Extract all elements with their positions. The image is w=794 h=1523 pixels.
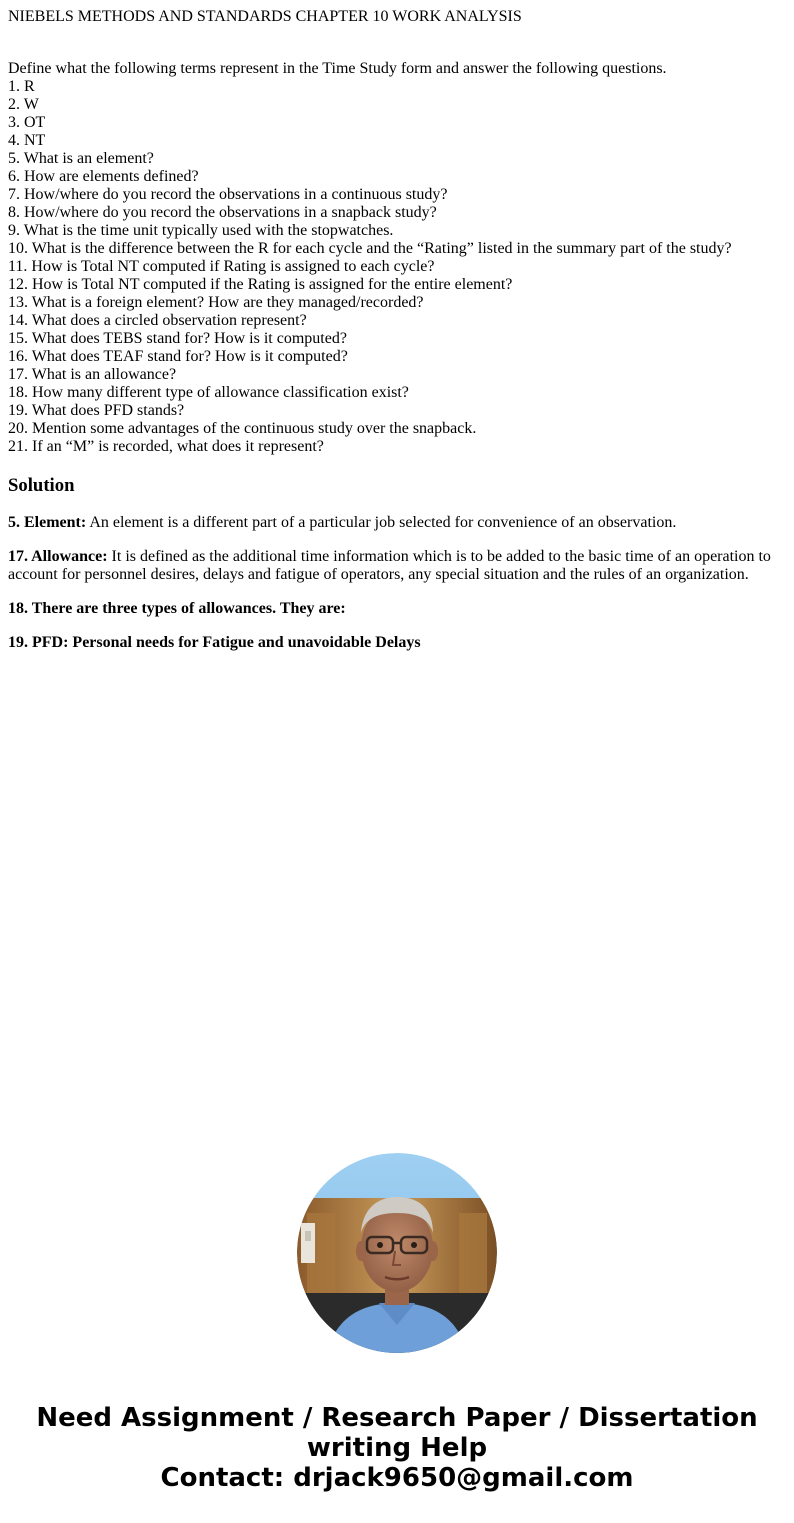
question-item: 20. Mention some advantages of the continuous study over the snapback.	[8, 420, 477, 437]
question-item: 15. What does TEBS stand for? How is it computed?	[8, 330, 347, 347]
answer-text: An element is a different part of a particular job selected for convenience of an observation.	[86, 514, 677, 531]
avatar-portrait-image	[297, 1153, 497, 1353]
question-item: 5. What is an element?	[8, 150, 154, 167]
question-item: 9. What is the time unit typically used with the stopwatches.	[8, 222, 394, 239]
promo-banner	[0, 1403, 794, 1493]
promo-line: writing Help	[306, 1433, 488, 1463]
intro-text: Define what the following terms represent in the Time Study form and answer the following questions.	[8, 60, 667, 77]
answer-label: 5. Element:	[8, 514, 87, 531]
question-item: 11. How is Total NT computed if Rating is assigned to each cycle?	[8, 258, 435, 275]
question-item: 8. How/where do you record the observations in a snapback study?	[8, 204, 437, 221]
answer-text: It is defined as the additional time information which is to be added to the basic time of an operation to account for personnel desires, delays and fatigue of operators, any special situation and the rules of an organization.	[8, 548, 771, 583]
answer-paragraph	[8, 514, 786, 532]
question-item: 12. How is Total NT computed if the Rating is assigned for the entire element?	[8, 276, 513, 293]
answer-paragraph	[8, 634, 786, 652]
question-item: 2. W	[8, 96, 39, 113]
question-item: 6. How are elements defined?	[8, 168, 199, 185]
document-page	[8, 8, 786, 652]
question-item: 19. What does PFD stands?	[8, 402, 185, 419]
question-item: 3. OT	[8, 114, 46, 131]
promo-line: Need Assignment / Research Paper / Dissertation	[36, 1403, 758, 1433]
question-item: 10. What is the difference between the R for each cycle and the “Rating” listed in the summary part of the study?	[8, 240, 732, 257]
question-item: 13. What is a foreign element? How are they managed/recorded?	[8, 294, 424, 311]
question-item: 4. NT	[8, 132, 46, 149]
promo-contact: Contact: drjack9650@gmail.com	[160, 1463, 634, 1493]
answer-label: 17. Allowance:	[8, 548, 108, 565]
solution-heading: Solution	[8, 475, 75, 496]
answer-paragraph	[8, 548, 786, 584]
question-item: 1. R	[8, 78, 35, 95]
document-title: NIEBELS METHODS AND STANDARDS CHAPTER 10 WORK ANALYSIS	[8, 8, 522, 25]
question-item: 14. What does a circled observation represent?	[8, 312, 307, 329]
question-item: 17. What is an allowance?	[8, 366, 177, 383]
answer-label: 18. There are three types of allowances. They are:	[8, 600, 346, 617]
answer-paragraph	[8, 600, 786, 618]
avatar	[297, 1153, 497, 1353]
answer-label: 19. PFD: Personal needs for Fatigue and unavoidable Delays	[8, 634, 421, 651]
question-item: 7. How/where do you record the observations in a continuous study?	[8, 186, 448, 203]
question-item: 18. How many different type of allowance classification exist?	[8, 384, 409, 401]
question-item: 21. If an “M” is recorded, what does it represent?	[8, 438, 324, 455]
question-block	[8, 60, 786, 456]
question-item: 16. What does TEAF stand for? How is it computed?	[8, 348, 348, 365]
